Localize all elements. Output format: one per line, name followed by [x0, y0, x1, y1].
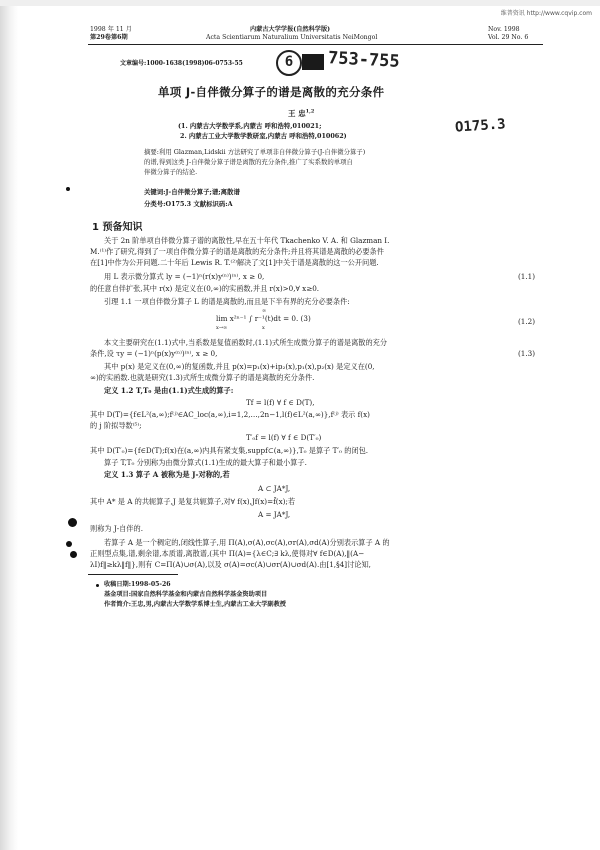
Tf-formula: Tf = l(f) ∀ f ∈ D(T),	[246, 398, 315, 407]
fund-project: 基金项目:国家自然科学基金和内蒙古自然科学基金资助项目	[104, 591, 268, 598]
footnote-bullet	[96, 584, 99, 587]
eq-number-1-2: (1.2)	[518, 317, 536, 326]
watermark: 维普资讯 http://www.cqvip.com	[500, 10, 592, 17]
abstract-line-2: 的谱,得到这类 J-自伴微分算子谱是离散的充分条件,推广了实系数的单项自	[144, 158, 353, 166]
DT-line-1: 其中 D(T)={f∈L²(a,∞);f⁽ʲ⁾∈AC_loc(a,∞),i=1,2,…,2n−1,l(f)∈L²(a,∞)},f⁽ʲ⁾ 表示 f(x)	[90, 410, 370, 419]
integral-lower: x	[262, 325, 265, 331]
header-date: 1998 年 11 月	[90, 26, 132, 33]
study-line-2: 条件,设 τy = (−1)ⁿ(p(x)y⁽ⁿ⁾)⁽ⁿ⁾, x ≥ 0,	[90, 349, 218, 358]
T0-formula: T′₀f = l(f) ∀ f ∈ D(T′₀)	[246, 433, 322, 442]
lemma-1-1: 引理 1.1 一项自伴微分算子 L 的谱是离散的,而且是下半有界的充分必要条件:	[104, 297, 350, 306]
handwritten-mark	[302, 54, 324, 70]
eq-number-1-1: (1.1)	[518, 272, 536, 281]
spectrum-line-1: 若算子 A 是一个稠定的,闭线性算子,用 Π(A),σ(A),σc(A),σr(A),σd(A)分别表示算子 A 的	[104, 538, 390, 547]
abstract-line-3: 伴微分算子的结论.	[144, 168, 198, 176]
classification: 分类号:O175.3 文献标识码:A	[144, 200, 233, 208]
DT-line-2: 的 j 阶拟导数⁽⁵⁾;	[90, 421, 142, 430]
A-subset-formula: A ⊂ JA*J,	[258, 484, 291, 493]
keywords: 关键词:J-自伴微分算子;谱;离散谱	[144, 188, 240, 196]
self-adjoint-line: 则称为 J-自伴的.	[90, 524, 144, 533]
scan-blot-1	[68, 518, 77, 527]
scan-top-edge	[0, 0, 600, 6]
adjoint-line: 其中 A* 是 A 的共轭算子,J 是复共轭算子,对∀ f(x),Jf(x)=f̄(x);若	[90, 497, 296, 506]
affiliation-2: 2. 内蒙古工业大学数学教研室,内蒙古 呼和浩特,010062)	[180, 132, 347, 140]
paragraph-line-2: M.⁽¹⁾作了研究,得到了一项自伴微分算子的谱是离散的充分条件;并且将其谱是离散的必要条件	[90, 247, 384, 256]
author-info: 作者简介:王忠,男,内蒙古大学数学系博士生,内蒙古工业大学副教授	[104, 601, 286, 608]
footnote-rule	[88, 574, 178, 575]
handwritten-class-code: O175.3	[454, 116, 507, 136]
article-number: 文章编号:1000-1638(1998)06-0753-55	[120, 60, 243, 67]
max-min-operator-line: 算子 T,T₀ 分别称为由微分算式(1.1)生成的最大算子和最小算子.	[104, 458, 307, 467]
abstract-line-1: 摘要:利用 Glazman,Lidskii 方法研究了单项非自伴微分算子(J-自伴微分算子)	[144, 148, 366, 156]
header-journal-en: Acta Scientiarum Naturalium Universitatis NeiMongol	[206, 34, 378, 41]
study-line-1: 本文主要研究在(1.1)式中,当系数是复值函数时,(1.1)式所生成微分算子的谱是离散的充分	[104, 338, 388, 347]
scan-speck	[66, 187, 70, 191]
limit-formula: lim x²ⁿ⁻¹ ∫ r⁻¹(t)dt = 0. (3)	[216, 314, 311, 323]
eq-number-1-3: (1.3)	[518, 349, 536, 358]
handwritten-pages: 753-755	[327, 48, 401, 72]
header-volume-cn: 第29卷第6期	[90, 34, 128, 41]
integral-upper: ∞	[262, 308, 267, 314]
handwritten-circle	[276, 50, 302, 76]
author-name	[288, 108, 314, 119]
spectrum-line-3: λI)f‖≥kλ‖f‖},则有 C=Π(A)∪σ(A),以及 σ(A)=σc(A)∪σr(A)∪σd(A).由[1,§4]讨论知,	[90, 560, 371, 569]
paragraph-line-3: 在[1]中作为公开问题.二十年后 Lewis R. T.⁽²⁾解决了文[1]中关于谱是离散的这一公开问题.	[90, 258, 379, 267]
header-month: Nov. 1998	[488, 26, 520, 33]
A-equal-formula: A = JA*J,	[258, 510, 291, 519]
affiliation-1: (1. 内蒙古大学数学系,内蒙古 呼和浩特,010021;	[178, 122, 322, 130]
header-volume-en: Vol. 29 No. 6	[488, 34, 529, 41]
definition-1-3: 定义 1.3 算子 A 被称为是 J-对称的,若	[104, 470, 230, 479]
DT0-line: 其中 D(T′₀)={f∈D(T);f(x)在(a,∞)内具有紧支集,suppf⊂(a,∞)},T₀ 是算子 T′₀ 的闭包.	[90, 446, 369, 455]
spectrum-line-2: 正则型点集,谱,剩余谱,本质谱,离散谱,(其中 Π(A)={λ∈C;∃ kλ,使得对∀ f∈D(A),‖(A−	[90, 549, 365, 558]
received-date: 收稿日期:1998-05-26	[104, 581, 171, 588]
px-line-2: ∞)的实函数.也就是研究(1.3)式所生成微分算子的谱是离散的充分条件.	[90, 373, 315, 382]
expression-1-1: 用 L 表示微分算式 ly = (−1)ⁿ(r(x)y⁽ⁿ⁾)⁽ⁿ⁾, x ≥ 0,	[104, 272, 265, 281]
definition-1-2: 定义 1.2 T,T₀ 是由(1.1)式生成的算子:	[104, 386, 234, 395]
scan-shadow	[0, 0, 18, 850]
paper-title: 单项 J-自伴微分算子的谱是离散的充分条件	[158, 85, 385, 99]
author-superscript: 1,2	[305, 108, 315, 115]
author-text: 王 忠	[288, 109, 306, 118]
section-heading: 1 预备知识	[92, 222, 143, 233]
px-line-1: 其中 p(x) 是定义在(0,∞)的复函数,并且 p(x)=p₁(x)+ip₂(x),p₁(x),p₂(x) 是定义在(0,	[104, 362, 375, 371]
header-rule	[88, 44, 543, 45]
scan-blot-3	[70, 551, 77, 558]
handwritten-number: 6	[284, 54, 294, 70]
header-journal-cn: 内蒙古大学学报(自然科学版)	[250, 26, 331, 33]
limit-subscript: x→∞	[216, 325, 228, 331]
scan-blot-2	[66, 541, 72, 547]
paragraph-line-1: 关于 2n 阶单项自伴微分算子谱的离散性,早在五十年代 Tkachenko V. A. 和 Glazman I.	[104, 236, 390, 245]
after-expression-1-1: 的任意自伴扩张,其中 r(x) 是定义在(0,∞)的实函数,并且 r(x)>0,∀ x≥0.	[90, 284, 320, 293]
